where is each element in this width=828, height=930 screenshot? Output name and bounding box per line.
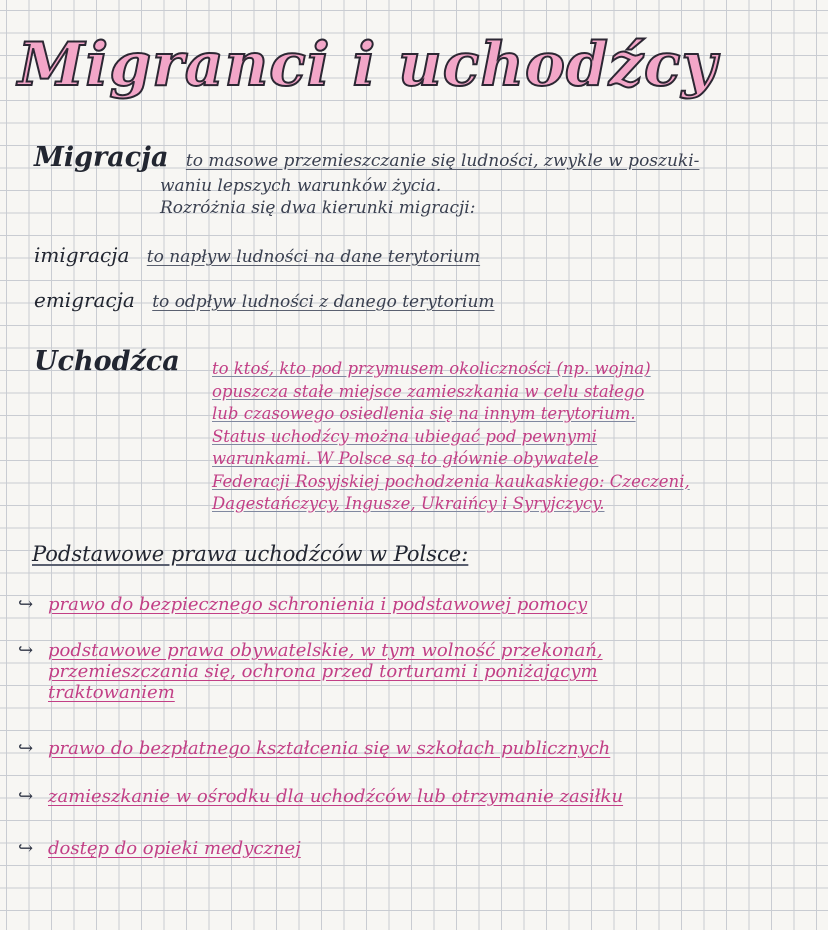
refugee-line-6: Federacji Rosyjskiej pochodzenia kaukaskiego: Czeczeni, [212, 471, 690, 491]
rights-item-text: przemieszczania się, ochrona przed torturami i poniżającym [48, 661, 598, 682]
immigration-definition: to napływ ludności na dane terytorium [146, 247, 481, 267]
rights-item [18, 838, 301, 859]
rights-item [18, 738, 610, 759]
migration-definition-2: waniu lepszych warunków życia. [160, 176, 442, 196]
hook-arrow-icon: ↪ [18, 594, 34, 615]
emigration-line [34, 288, 495, 312]
refugee-definition [212, 358, 812, 516]
rights-item-text: traktowaniem [48, 682, 175, 703]
migration-definition-1: to masowe przemieszczanie się ludności, zwykle w poszuki- [185, 151, 700, 171]
refugee-line-2: opuszcza stałe miejsce zamieszkania w celu stałego [212, 381, 645, 401]
page-title: Migranci i uchodźcy [18, 30, 718, 100]
refugee-term-wrap [34, 346, 192, 377]
rights-item-text: dostęp do opieki medycznej [48, 838, 301, 859]
hook-arrow-icon: ↪ [18, 786, 34, 807]
rights-item-text: prawo do bezpłatnego kształcenia się w szkołach publicznych [48, 738, 611, 759]
rights-item-text: zamieszkanie w ośrodku dla uchodźców lub otrzymanie zasiłku [48, 786, 624, 807]
refugee-line-3: lub czasowego osiedlenia się na innym terytorium. [212, 404, 636, 423]
migration-definition-3: Rozróżnia się dwa kierunki migracji: [160, 198, 476, 218]
rights-item [18, 786, 623, 807]
immigration-term: imigracja [34, 243, 130, 267]
rights-item [18, 640, 603, 703]
migration-term: Migracja [34, 142, 169, 173]
emigration-term: emigracja [34, 288, 135, 312]
migration-line-1 [34, 142, 699, 173]
immigration-line [34, 243, 480, 267]
hook-arrow-icon: ↪ [18, 738, 34, 759]
refugee-term: Uchodźca [34, 346, 180, 377]
emigration-definition: to odpływ ludności z danego terytorium [152, 292, 495, 312]
rights-item-text: prawo do bezpiecznego schronienia i podstawowej pomocy [48, 594, 588, 615]
rights-heading: Podstawowe prawa uchodźców w Polsce: [32, 542, 469, 566]
hook-arrow-icon: ↪ [18, 838, 34, 859]
rights-item [18, 594, 587, 615]
hook-arrow-icon: ↪ [18, 640, 34, 661]
refugee-line-7: Dagestańczycy, Ingusze, Ukraińcy i Syryjczycy. [212, 494, 605, 513]
refugee-line-4: Status uchodźcy można ubiegać pod pewnymi [212, 426, 597, 446]
refugee-line-5: warunkami. W Polsce są to głównie obywatele [212, 449, 599, 468]
rights-item-text: podstawowe prawa obywatelskie, w tym wolność przekonań, [48, 640, 603, 661]
refugee-line-1: to ktoś, kto pod przymusem okoliczności (np. wojna) [212, 359, 651, 378]
